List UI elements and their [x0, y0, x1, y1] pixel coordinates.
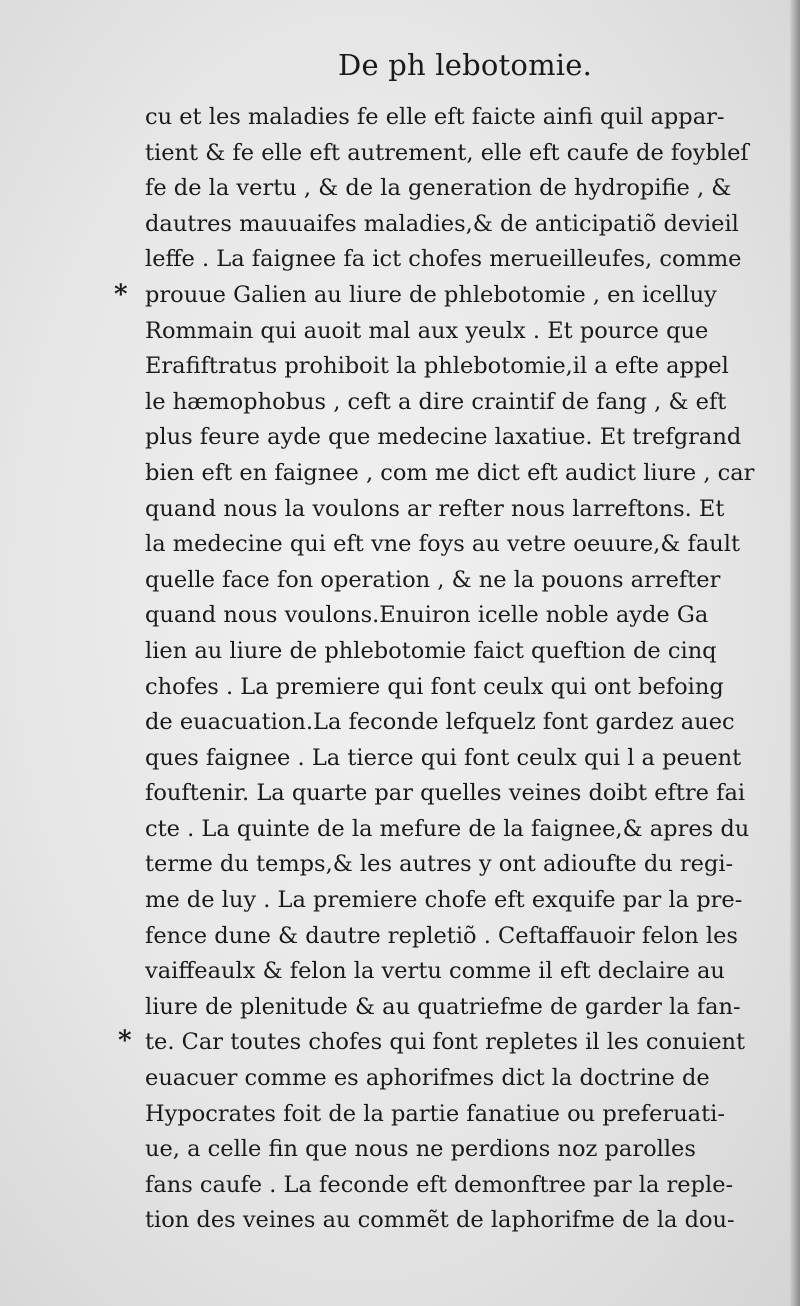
text-line: la medecine qui eft vne foys au vetre oeuure,& fault: [145, 531, 740, 558]
text-line: leffe . La faignee fa ict chofes merueilleufes, comme: [145, 246, 742, 273]
text-line: me de luy . La premiere chofe eft exquife par la pre-: [145, 887, 743, 914]
page-edge: [790, 0, 800, 1306]
text-line: lien au liure de phlebotomie faict queftion de cinq: [145, 637, 717, 664]
marginal-asterisk: *: [114, 280, 128, 310]
text-line: fouftenir. La quarte par quelles veines doibt eftre fai: [145, 780, 746, 807]
text-line: quand nous voulons.Enuiron icelle noble ayde Ga: [145, 602, 709, 629]
text-line: cu et les maladies fe elle eft faicte ainfi quil appar-: [145, 104, 725, 130]
text-line: liure de plenitude & au quatriefme de garder la fan-: [145, 993, 741, 1020]
text-line: prouue Galien au liure de phlebotomie , en icelluy: [145, 281, 717, 308]
text-line: fans caufe . La feconde eft demonftree par la reple-: [145, 1171, 734, 1198]
text-line: vaiffeaulx & felon la vertu comme il eft declaire au: [145, 958, 725, 985]
text-line: bien eft en faignee , com me dict eft audict liure , car: [145, 459, 755, 486]
text-line: ques faignee . La tierce qui font ceulx qui l a peuent: [145, 744, 742, 771]
text-line: le hæmophobus , ceft a dire craintif de fang , & eft: [145, 388, 727, 415]
text-line: te. Car toutes chofes qui font repletes il les conuient: [145, 1029, 746, 1056]
text-line: Rommain qui auoit mal aux yeulx . Et pource que: [145, 317, 709, 344]
text-line: dautres mauuaifes maladies,& de anticipatiõ devieil: [145, 210, 739, 237]
text-line: chofes . La premiere qui font ceulx qui ont befoing: [145, 673, 724, 700]
text-line: ue, a celle fin que nous ne perdions noz parolles: [145, 1136, 696, 1163]
text-line: Erafiftratus prohiboit la phlebotomie,il a efte appel: [145, 353, 729, 380]
text-line: Hypocrates foit de la partie fanatiue ou preferuati-: [145, 1100, 725, 1127]
text-line: de euacuation.La feconde lefquelz font gardez auec: [145, 709, 735, 736]
text-line: tion des veines au commẽt de laphorifme de la dou-: [145, 1207, 735, 1234]
text-line: tient & fe elle eft autrement, elle eft caufe de foybleſ: [145, 139, 749, 166]
text-line: quelle face fon operation , & ne la pouons arrefter: [145, 566, 721, 593]
text-line: plus feure ayde que medecine laxatiue. Et trefgrand: [145, 424, 742, 451]
text-line: euacuer comme es aphorifmes dict la doctrine de: [145, 1065, 710, 1092]
running-head: De ph lebotomie.: [338, 48, 593, 82]
marginal-asterisk: *: [118, 1026, 132, 1056]
text-line: terme du temps,& les autres y ont adioufte du regi-: [145, 851, 734, 878]
text-line: quand nous la voulons ar refter nous larreftons. Et: [145, 495, 725, 522]
text-line: fe de la vertu , & de la generation de hydropifie , &: [145, 175, 732, 202]
body-text: [145, 100, 785, 1239]
text-line: fence dune & dautre repletiõ . Ceftaffauoir felon les: [145, 922, 738, 949]
text-line: cte . La quinte de la mefure de la faignee,& apres du: [145, 815, 750, 842]
